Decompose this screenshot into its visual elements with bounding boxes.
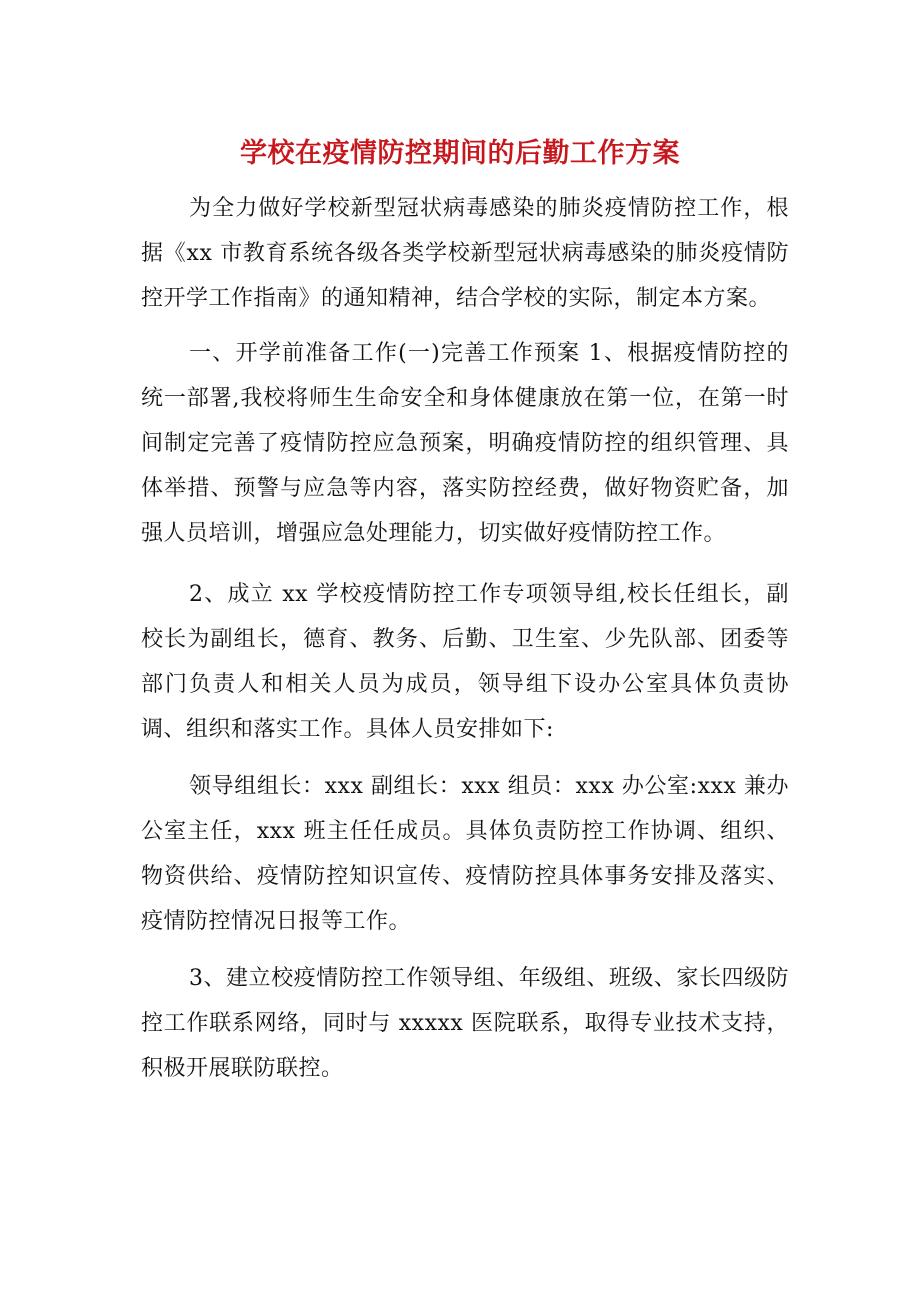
paragraph-intro: 为全力做好学校新型冠状病毒感染的肺炎疫情防控工作，根据《xx 市教育系统各级各类学校新型冠状病毒感染的肺炎疫情防控开学工作指南》的通知精神，结合学校的实际，制定本方案。 bbox=[141, 196, 789, 311]
paragraph-leadership-group: 2、成立 xx 学校疫情防控工作专项领导组,校长任组长，副校长为副组长，德育、教务、后勤、卫生室、少先队部、团委等部门负责人和相关人员为成员，领导组下设办公室具体负责协调、组织和落实工作。具体人员安排如下: bbox=[141, 582, 789, 742]
document-title: 学校在疫情防控期间的后勤工作方案 bbox=[240, 138, 680, 170]
paragraph-preparation: 一、开学前准备工作(一)完善工作预案 1、根据疫情防控的统一部署,我校将师生生命安全和身体健康放在第一位，在第一时间制定完善了疫情防控应急预案，明确疫情防控的组织管理、具体举措、预警与应急等内容，落实防控经费，做好物资贮备，加强人员培训，增强应急处理能力，切实做好疫情防控工作。 bbox=[141, 341, 789, 546]
paragraph-member-list: 领导组组长：xxx 副组长：xxx 组员：xxx 办公室:xxx 兼办公室主任，xxx 班主任任成员。具体负责防控工作协调、组织、物资供给、疫情防控知识宣传、疫情防控具体事务安排及落实、疫情防控情况日报等工作。 bbox=[141, 774, 789, 934]
paragraph-network: 3、建立校疫情防控工作领导组、年级组、班级、家长四级防控工作联系网络，同时与 xxxxx 医院联系，取得专业技术支持，积极开展联防联控。 bbox=[141, 966, 789, 1081]
document-body bbox=[141, 186, 789, 1091]
